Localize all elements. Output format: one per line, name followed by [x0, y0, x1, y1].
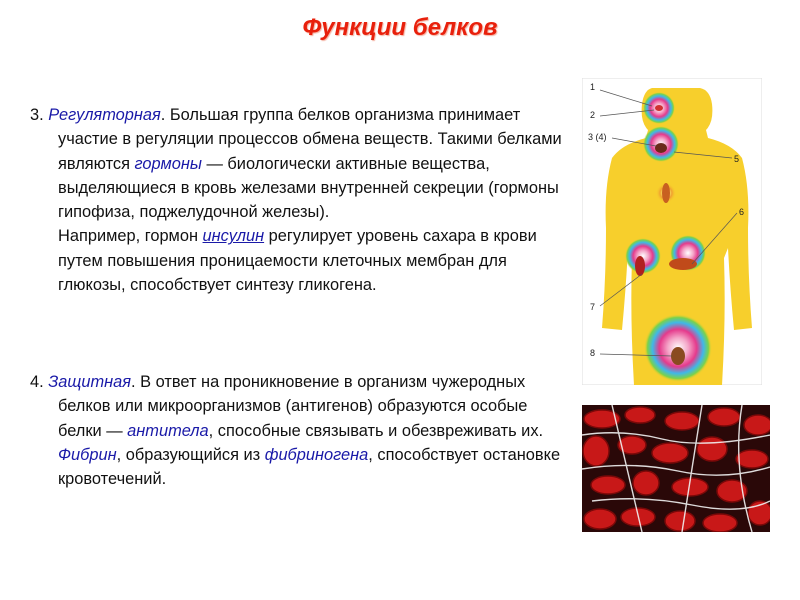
- term-antibodies: антитела: [127, 421, 209, 440]
- figure-label-6: 6: [739, 207, 745, 217]
- term-insulin: инсулин: [202, 227, 265, 246]
- section-text: Например, гормон: [58, 227, 203, 246]
- term-fibrin: Фибрин: [58, 445, 117, 464]
- figure-label-1: 1: [590, 82, 596, 92]
- figure-label-2: 2: [590, 110, 596, 120]
- section-text: — биологически активные вещества, выделяющиеся в кровь железами внутренней секреции (гормоны гипофиза, поджелудочной железы).: [58, 154, 559, 222]
- slide-title: Функции белков: [302, 14, 498, 41]
- figure-label-8: 8: [590, 348, 596, 358]
- section-number: 4.: [30, 373, 44, 391]
- section-text: , образующийся из: [116, 445, 265, 464]
- section-protective: [30, 370, 565, 491]
- section-text: регулирует уровень сахара в крови путем повышения проницаемости клеточных мембран для глюкозы, способствует синтезу гликогена.: [58, 227, 537, 295]
- term-fibrinogen: фибриногена: [264, 445, 369, 464]
- figure-label-7: 7: [590, 302, 596, 312]
- figure-label-3: 3 (4): [588, 132, 607, 142]
- section-regulatory: [30, 103, 565, 297]
- endocrine-glands-figure: [582, 78, 762, 385]
- figure-label-5: 5: [734, 154, 740, 164]
- section-number: 3.: [30, 106, 44, 124]
- section-heading-protective: Защитная: [48, 373, 132, 391]
- section-text: , способствует остановке кровотечений.: [58, 445, 561, 489]
- blood-clot-photo: [582, 405, 770, 532]
- term-hormones: гормоны: [134, 154, 202, 173]
- section-heading-regulatory: Регуляторная: [48, 106, 161, 124]
- section-text: , способные связывать и обезвреживать их.: [208, 421, 544, 440]
- section-text: . В ответ на проникновение в организм чужеродных белков или микроорганизмов (антигенов) образуются особые белки —: [58, 373, 528, 440]
- section-text: . Большая группа белков организма принимает участие в регуляции процессов обмена веществ. Такими белками являются: [58, 106, 562, 173]
